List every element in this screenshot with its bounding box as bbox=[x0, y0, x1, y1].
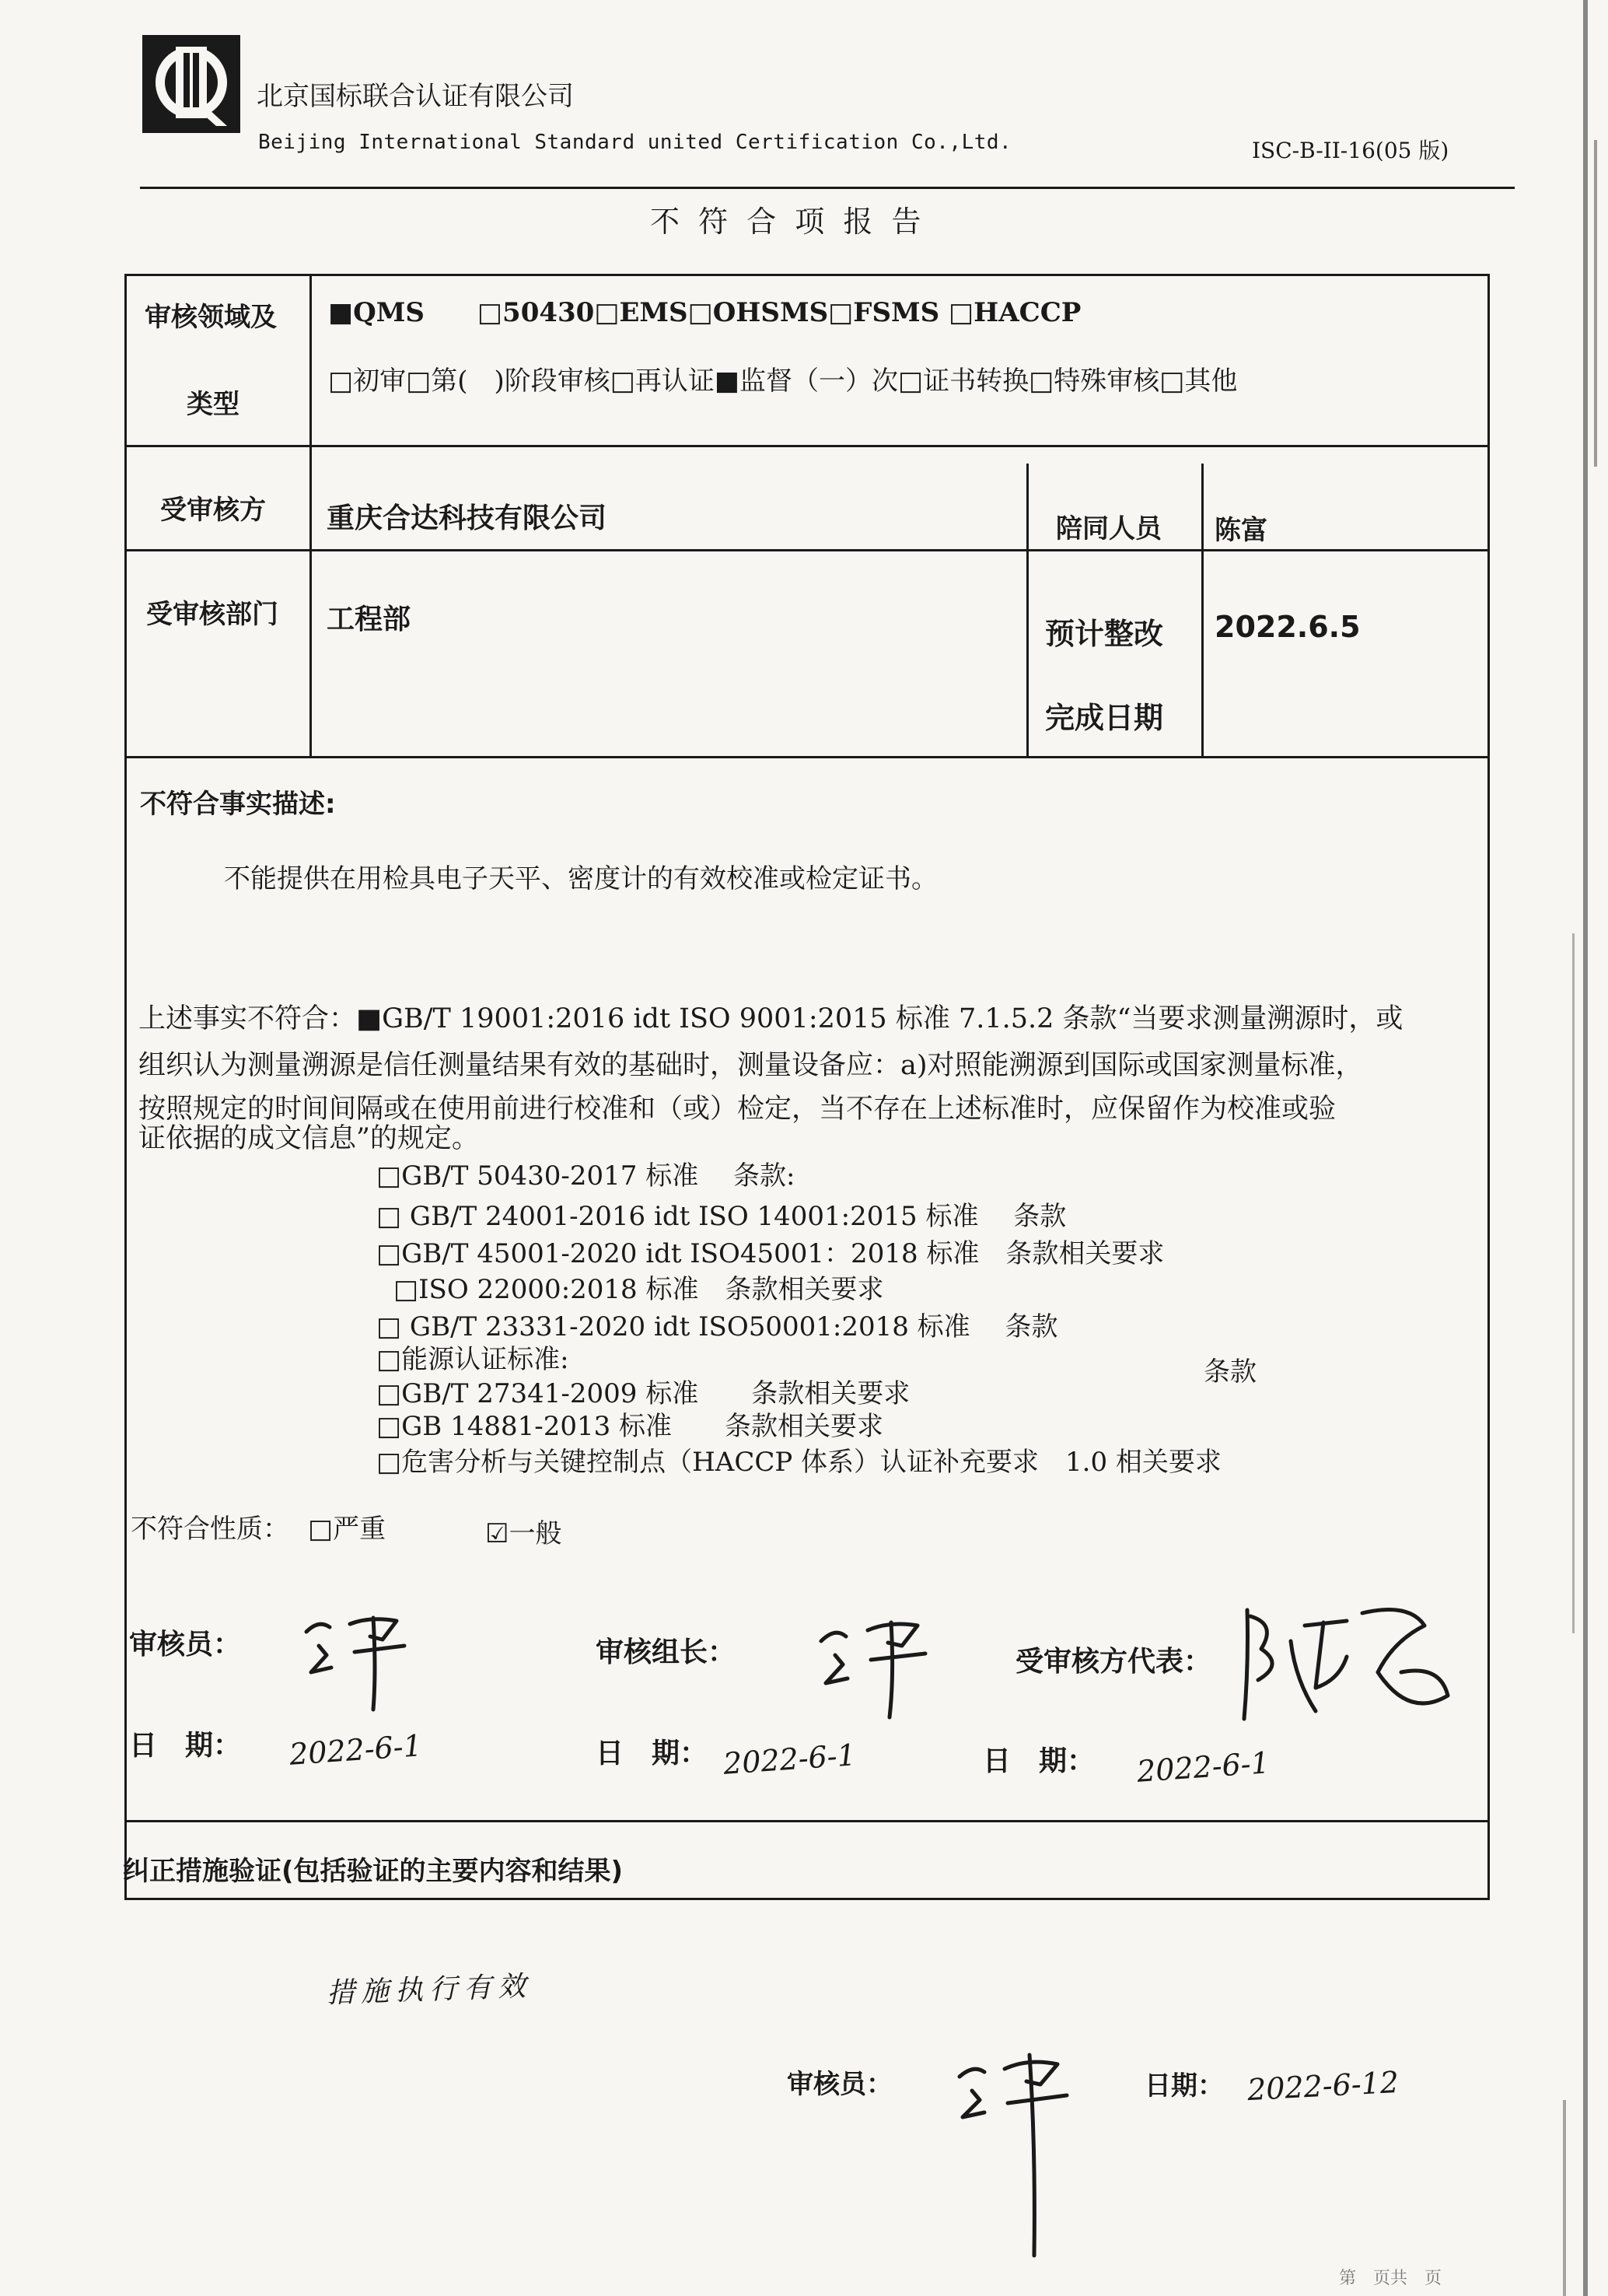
verification-auditor-label: 审核员： bbox=[787, 2069, 893, 2100]
escort-label: 陪同人员 bbox=[1056, 513, 1162, 544]
audit-domain-label-1: 审核领域及 bbox=[145, 302, 277, 333]
escort-column-border-right bbox=[1201, 464, 1204, 756]
auditee-rep-label: 受审核方代表： bbox=[1015, 1646, 1212, 1678]
auditee-rep-signature-icon bbox=[1230, 1594, 1456, 1727]
due-date-value: 2022.6.5 bbox=[1215, 610, 1361, 644]
team-leader-label: 审核组长： bbox=[596, 1636, 736, 1668]
standard-item: □GB 14881-2013 标准 条款相关要求 bbox=[376, 1411, 884, 1442]
auditor-date: 2022-6-1 bbox=[288, 1728, 424, 1772]
auditee-name: 重庆合达科技有限公司 bbox=[327, 502, 607, 534]
scan-edge-shadow bbox=[1594, 140, 1597, 467]
scan-edge-shadow bbox=[1583, 0, 1588, 2296]
verification-content: 措施执行有效 bbox=[326, 1970, 533, 2010]
clause-line-3: 按照规定的时间间隔或在使用前进行校准和（或）检定，当不存在上述标准时，应保留作为校准或验 bbox=[138, 1094, 1337, 1125]
severity-general-checkbox: ☑一般 bbox=[485, 1518, 562, 1549]
company-name-en: Beijing International Standard united Certification Co.,Ltd. bbox=[258, 131, 1012, 154]
auditor-signature-icon bbox=[295, 1601, 420, 1717]
table-bottom-border bbox=[124, 1898, 1490, 1900]
standard-item: □GB/T 50430-2017 标准 条款: bbox=[376, 1160, 795, 1192]
scan-edge-shadow bbox=[1563, 2100, 1566, 2296]
team-leader-signature-icon bbox=[809, 1607, 941, 1724]
row-divider-2 bbox=[124, 549, 1490, 551]
team-leader-date-label: 日 期： bbox=[596, 1738, 708, 1769]
form-code: ISC-B-II-16(05 版) bbox=[1252, 138, 1449, 163]
verification-auditor-signature-icon bbox=[949, 2030, 1089, 2263]
auditee-rep-date: 2022-6-1 bbox=[1135, 1745, 1271, 1789]
standard-item: □GB/T 45001-2020 idt ISO45001：2018 标准 条款相关要求 bbox=[376, 1238, 1165, 1269]
row-divider-3 bbox=[124, 756, 1490, 758]
team-leader-date: 2022-6-1 bbox=[722, 1738, 858, 1781]
verification-date: 2022-6-12 bbox=[1246, 2064, 1400, 2108]
auditor-label: 审核员： bbox=[129, 1629, 242, 1661]
page-number: 第 页共 页 bbox=[1339, 2269, 1442, 2288]
escort-column-border-left bbox=[1026, 464, 1029, 756]
escort-name: 陈富 bbox=[1215, 515, 1267, 546]
auditee-label: 受审核方 bbox=[160, 495, 266, 526]
standard-item: □ GB/T 24001-2016 idt ISO 14001:2015 标准 条款 bbox=[376, 1201, 1067, 1232]
department-name: 工程部 bbox=[327, 604, 411, 635]
audit-domain-label-2: 类型 bbox=[187, 389, 239, 420]
nonconformity-description: 不能提供在用检具电子天平、密度计的有效校准或检定证书。 bbox=[224, 863, 938, 894]
standard-item: □能源认证标准: bbox=[376, 1344, 569, 1375]
verification-heading: 纠正措施验证(包括验证的主要内容和结果) bbox=[123, 1856, 624, 1887]
clause-line-4: 证依据的成文信息”的规定。 bbox=[138, 1123, 479, 1154]
due-date-label-2: 完成日期 bbox=[1045, 701, 1164, 735]
standard-item: □危害分析与关键控制点（HACCP 体系）认证补充要求 1.0 相关要求 bbox=[376, 1447, 1222, 1478]
audit-standards-checklist: ■QMS □50430□EMS□OHSMS□FSMS □HACCP bbox=[328, 297, 1082, 328]
audit-type-checklist: □初审□第( )阶段审核□再认证■监督（一）次□证书转换□特殊审核□其他 bbox=[328, 366, 1238, 397]
due-date-label-1: 预计整改 bbox=[1045, 617, 1164, 651]
verification-date-label: 日期： bbox=[1145, 2070, 1224, 2102]
standard-item: □GB/T 27341-2009 标准 条款相关要求 bbox=[376, 1378, 911, 1409]
auditor-date-label: 日 期： bbox=[129, 1730, 242, 1762]
page-title: 不 符 合 项 报 告 bbox=[650, 205, 926, 239]
clause-line-2: 组织认为测量溯源是信任测量结果有效的基础时，测量设备应：a)对照能溯源到国际或国家测量标准， bbox=[138, 1050, 1363, 1081]
header-divider bbox=[140, 187, 1515, 189]
company-name-cn: 北京国标联合认证有限公司 bbox=[257, 81, 574, 112]
nonconformity-heading: 不符合事实描述: bbox=[140, 789, 336, 820]
department-label: 受审核部门 bbox=[146, 599, 278, 630]
table-right-border bbox=[1487, 274, 1490, 1899]
auditee-rep-date-label: 日 期： bbox=[983, 1745, 1096, 1777]
clause-line-1: 上述事实不符合：■GB/T 19001:2016 idt ISO 9001:2015 标准 7.1.5.2 条款“当要求测量溯源时，或 bbox=[138, 1003, 1404, 1034]
energy-clause-label: 条款 bbox=[1204, 1356, 1257, 1388]
standard-item: □ISO 22000:2018 标准 条款相关要求 bbox=[393, 1274, 884, 1305]
label-column-border bbox=[309, 274, 312, 756]
company-logo-icon bbox=[140, 33, 243, 135]
severity-label: 不符合性质： bbox=[131, 1514, 289, 1545]
table-left-border bbox=[124, 274, 127, 1899]
table-top-border bbox=[124, 274, 1490, 276]
row-divider-1 bbox=[124, 445, 1490, 447]
row-divider-4 bbox=[124, 1820, 1490, 1822]
standard-item: □ GB/T 23331-2020 idt ISO50001:2018 标准 条款 bbox=[376, 1311, 1058, 1342]
scan-edge-shadow bbox=[1572, 933, 1575, 1633]
severity-severe-checkbox: □严重 bbox=[308, 1514, 386, 1545]
